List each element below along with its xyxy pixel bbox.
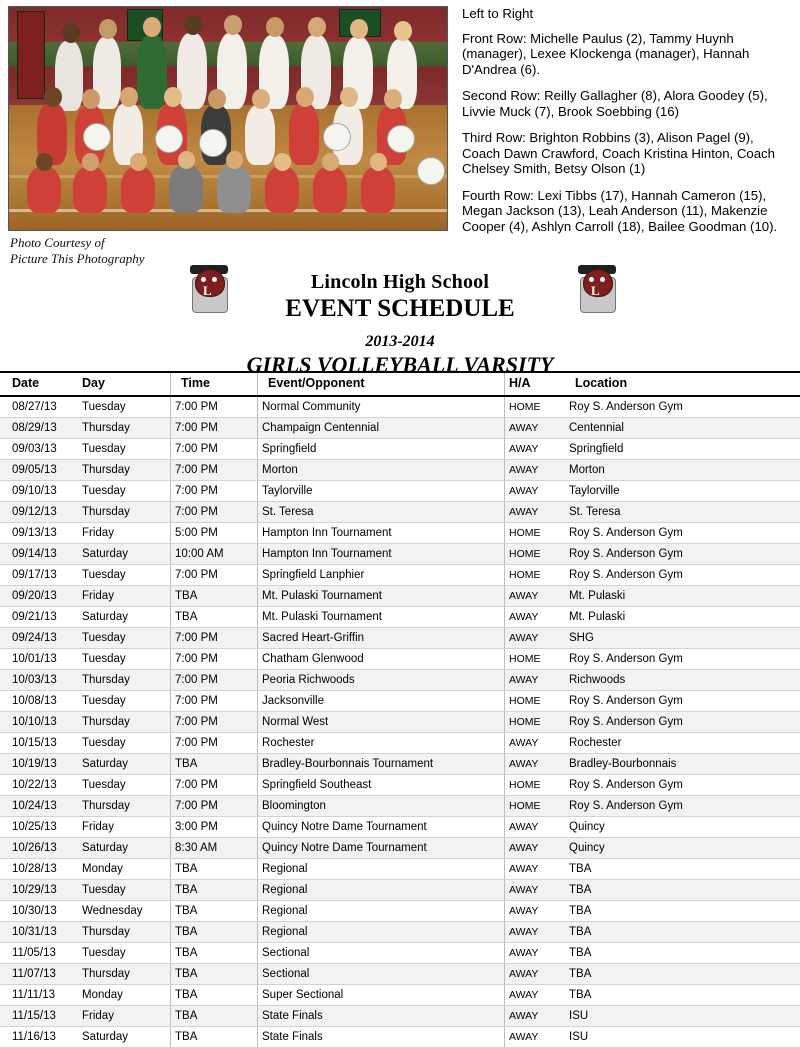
volleyball: [417, 157, 445, 185]
cell-location: TBA: [565, 922, 800, 943]
table-row: [0, 880, 800, 901]
cell-day: Friday: [78, 586, 171, 607]
cell-time: 7:00 PM: [171, 628, 258, 649]
cell-day: Tuesday: [78, 943, 171, 964]
cell-event: Regional: [258, 880, 505, 901]
mascot-icon-right: [574, 265, 620, 317]
photo-column: [8, 6, 456, 267]
cell-date: 10/26/13: [0, 838, 78, 859]
cell-location: Roy S. Anderson Gym: [565, 712, 800, 733]
cell-day: Thursday: [78, 670, 171, 691]
title-center: [0, 269, 800, 378]
volleyball: [199, 129, 227, 157]
cell-ha: AWAY: [505, 439, 566, 460]
cell-event: Quincy Notre Dame Tournament: [258, 817, 505, 838]
cell-day: Tuesday: [78, 439, 171, 460]
cell-day: Tuesday: [78, 880, 171, 901]
table-row: [0, 586, 800, 607]
cell-day: Friday: [78, 817, 171, 838]
cell-event: State Finals: [258, 1027, 505, 1048]
cell-event: Jacksonville: [258, 691, 505, 712]
cell-date: 09/14/13: [0, 544, 78, 565]
cell-time: 8:30 AM: [171, 838, 258, 859]
player-head: [350, 19, 368, 39]
cell-date: 10/10/13: [0, 712, 78, 733]
cell-date: 10/01/13: [0, 649, 78, 670]
header-section: [0, 0, 800, 267]
cell-location: Taylorville: [565, 481, 800, 502]
cell-time: 7:00 PM: [171, 796, 258, 817]
volleyball: [387, 125, 415, 153]
cell-day: Saturday: [78, 838, 171, 859]
player-head: [370, 153, 387, 171]
cell-location: Bradley-Bourbonnais: [565, 754, 800, 775]
cell-day: Tuesday: [78, 396, 171, 418]
cell-time: 7:00 PM: [171, 418, 258, 439]
cell-date: 10/19/13: [0, 754, 78, 775]
table-row: [0, 733, 800, 754]
player-head: [226, 151, 243, 169]
table-row: [0, 901, 800, 922]
cell-location: SHG: [565, 628, 800, 649]
sport-label: GIRLS VOLLEYBALL VARSITY: [246, 352, 554, 377]
player-head: [164, 87, 182, 107]
school-name: Lincoln High School: [310, 271, 490, 293]
cell-location: TBA: [565, 985, 800, 1006]
table-row: [0, 481, 800, 502]
cell-date: 09/17/13: [0, 565, 78, 586]
table-row: [0, 523, 800, 544]
cell-ha: HOME: [505, 796, 566, 817]
cell-day: Thursday: [78, 418, 171, 439]
cell-location: Mt. Pulaski: [565, 607, 800, 628]
cell-date: 09/03/13: [0, 439, 78, 460]
cell-time: 7:00 PM: [171, 481, 258, 502]
cell-date: 10/29/13: [0, 880, 78, 901]
cell-location: Morton: [565, 460, 800, 481]
cell-event: St. Teresa: [258, 502, 505, 523]
player-head: [274, 153, 291, 171]
cell-date: 10/28/13: [0, 859, 78, 880]
photo-credit: [10, 235, 456, 267]
column-header-date: Date: [0, 372, 78, 396]
cell-location: Mt. Pulaski: [565, 586, 800, 607]
cell-ha: AWAY: [505, 922, 566, 943]
volleyball: [155, 125, 183, 153]
cell-day: Tuesday: [78, 733, 171, 754]
cell-ha: AWAY: [505, 859, 566, 880]
cell-event: Sectional: [258, 964, 505, 985]
cell-ha: AWAY: [505, 502, 566, 523]
cell-location: TBA: [565, 943, 800, 964]
cell-time: 7:00 PM: [171, 565, 258, 586]
table-row: [0, 964, 800, 985]
player-head: [36, 153, 53, 171]
cell-date: 10/31/13: [0, 922, 78, 943]
player-head: [384, 89, 402, 109]
cell-ha: AWAY: [505, 1027, 566, 1048]
cell-time: 7:00 PM: [171, 733, 258, 754]
table-row: [0, 502, 800, 523]
cell-event: Springfield Lanphier: [258, 565, 505, 586]
cell-day: Thursday: [78, 712, 171, 733]
roster-intro: Left to Right: [462, 6, 534, 21]
cell-time: TBA: [171, 859, 258, 880]
player-head: [82, 153, 99, 171]
table-row: [0, 544, 800, 565]
cell-day: Thursday: [78, 796, 171, 817]
cell-time: TBA: [171, 754, 258, 775]
cell-ha: AWAY: [505, 418, 566, 439]
cell-location: Roy S. Anderson Gym: [565, 649, 800, 670]
player-figure: [169, 165, 203, 213]
cell-time: TBA: [171, 964, 258, 985]
cell-event: Springfield: [258, 439, 505, 460]
cell-day: Thursday: [78, 460, 171, 481]
player-head: [143, 17, 161, 37]
cell-day: Tuesday: [78, 481, 171, 502]
cell-time: 5:00 PM: [171, 523, 258, 544]
cell-ha: HOME: [505, 691, 566, 712]
cell-event: Peoria Richwoods: [258, 670, 505, 691]
gym-banner: [17, 11, 45, 99]
cell-time: TBA: [171, 607, 258, 628]
player-head: [62, 23, 80, 43]
cell-ha: HOME: [505, 544, 566, 565]
column-header-event: Event/Opponent: [258, 372, 505, 396]
table-row: [0, 628, 800, 649]
cell-date: 09/12/13: [0, 502, 78, 523]
cell-time: TBA: [171, 985, 258, 1006]
cell-event: Mt. Pulaski Tournament: [258, 607, 505, 628]
cell-ha: AWAY: [505, 964, 566, 985]
cell-ha: AWAY: [505, 670, 566, 691]
cell-date: 09/20/13: [0, 586, 78, 607]
table-row: [0, 775, 800, 796]
cell-event: Taylorville: [258, 481, 505, 502]
roster-third-row: Third Row: Brighton Robbins (3), Alison Pagel (9), Coach Dawn Crawford, Coach Kristina Hinton, Coach Chelsey Smith, Betsy Olson (1): [462, 130, 775, 176]
cell-day: Tuesday: [78, 649, 171, 670]
cell-date: 11/15/13: [0, 1006, 78, 1027]
player-figure: [217, 165, 251, 213]
cell-time: TBA: [171, 1006, 258, 1027]
cell-date: 11/16/13: [0, 1027, 78, 1048]
cell-event: Champaign Centennial: [258, 418, 505, 439]
cell-event: Morton: [258, 460, 505, 481]
roster-text: [456, 6, 796, 267]
cell-time: TBA: [171, 1027, 258, 1048]
season-label: 2013-2014: [365, 333, 435, 350]
cell-ha: HOME: [505, 565, 566, 586]
cell-ha: AWAY: [505, 901, 566, 922]
cell-event: Sacred Heart-Griffin: [258, 628, 505, 649]
cell-time: TBA: [171, 880, 258, 901]
player-head: [296, 87, 314, 107]
player-head: [178, 151, 195, 169]
photo-credit-line1: Photo Courtesy of: [10, 235, 105, 250]
cell-date: 10/03/13: [0, 670, 78, 691]
cell-ha: AWAY: [505, 481, 566, 502]
table-row: [0, 1006, 800, 1027]
player-figure: [121, 167, 155, 213]
table-row: [0, 838, 800, 859]
cell-location: Quincy: [565, 817, 800, 838]
cell-location: ISU: [565, 1027, 800, 1048]
cell-ha: AWAY: [505, 754, 566, 775]
cell-event: Super Sectional: [258, 985, 505, 1006]
cell-event: Sectional: [258, 943, 505, 964]
column-header-location: Location: [565, 372, 800, 396]
cell-day: Thursday: [78, 502, 171, 523]
mascot-icon-left: [186, 265, 232, 317]
cell-ha: AWAY: [505, 838, 566, 859]
cell-ha: AWAY: [505, 817, 566, 838]
mascot-letter-right: L: [591, 283, 600, 298]
table-row: [0, 396, 800, 418]
cell-day: Saturday: [78, 754, 171, 775]
cell-event: Hampton Inn Tournament: [258, 523, 505, 544]
cell-event: Regional: [258, 859, 505, 880]
volleyball: [323, 123, 351, 151]
cell-date: 10/24/13: [0, 796, 78, 817]
cell-day: Tuesday: [78, 691, 171, 712]
cell-location: TBA: [565, 859, 800, 880]
table-row: [0, 460, 800, 481]
cell-day: Tuesday: [78, 775, 171, 796]
cell-date: 08/27/13: [0, 396, 78, 418]
cell-time: TBA: [171, 943, 258, 964]
cell-date: 11/05/13: [0, 943, 78, 964]
cell-event: Springfield Southeast: [258, 775, 505, 796]
player-head: [99, 19, 117, 39]
table-row: [0, 943, 800, 964]
player-figure: [27, 167, 61, 213]
player-figure: [245, 105, 275, 165]
table-row: [0, 439, 800, 460]
cell-date: 10/25/13: [0, 817, 78, 838]
cell-date: 09/13/13: [0, 523, 78, 544]
cell-location: ISU: [565, 1006, 800, 1027]
table-row: [0, 670, 800, 691]
cell-date: 10/15/13: [0, 733, 78, 754]
cell-event: Normal West: [258, 712, 505, 733]
player-head: [44, 87, 62, 107]
cell-ha: AWAY: [505, 460, 566, 481]
title-block: [0, 269, 800, 377]
cell-date: 10/08/13: [0, 691, 78, 712]
player-figure: [137, 35, 167, 109]
cell-time: 7:00 PM: [171, 439, 258, 460]
cell-ha: AWAY: [505, 628, 566, 649]
table-row: [0, 418, 800, 439]
table-row: [0, 796, 800, 817]
table-row: [0, 817, 800, 838]
cell-event: Regional: [258, 901, 505, 922]
cell-day: Friday: [78, 1006, 171, 1027]
table-row: [0, 754, 800, 775]
cell-event: State Finals: [258, 1006, 505, 1027]
column-header-day: Day: [78, 372, 171, 396]
cell-location: Richwoods: [565, 670, 800, 691]
cell-date: 08/29/13: [0, 418, 78, 439]
cell-time: 7:00 PM: [171, 670, 258, 691]
cell-time: 3:00 PM: [171, 817, 258, 838]
cell-event: Hampton Inn Tournament: [258, 544, 505, 565]
cell-location: Rochester: [565, 733, 800, 754]
cell-event: Bradley-Bourbonnais Tournament: [258, 754, 505, 775]
player-head: [308, 17, 326, 37]
cell-location: Roy S. Anderson Gym: [565, 691, 800, 712]
cell-date: 10/22/13: [0, 775, 78, 796]
cell-ha: AWAY: [505, 586, 566, 607]
player-head: [266, 17, 284, 37]
cell-day: Wednesday: [78, 901, 171, 922]
cell-time: TBA: [171, 922, 258, 943]
table-row: [0, 565, 800, 586]
table-row: [0, 859, 800, 880]
cell-event: Normal Community: [258, 396, 505, 418]
team-photo: [8, 6, 448, 231]
cell-ha: AWAY: [505, 943, 566, 964]
cell-ha: HOME: [505, 396, 566, 418]
roster-front-row: Front Row: Michelle Paulus (2), Tammy Huynh (manager), Lexee Klockenga (manager), Hannah D'Andrea (6).: [462, 30, 750, 77]
table-row: [0, 1027, 800, 1048]
event-schedule-title: EVENT SCHEDULE: [285, 295, 515, 322]
cell-time: 7:00 PM: [171, 691, 258, 712]
cell-date: 11/07/13: [0, 964, 78, 985]
cell-day: Tuesday: [78, 565, 171, 586]
cell-location: St. Teresa: [565, 502, 800, 523]
cell-day: Thursday: [78, 964, 171, 985]
player-figure: [313, 167, 347, 213]
cell-day: Monday: [78, 985, 171, 1006]
photo-credit-line2: Picture This Photography: [10, 251, 145, 266]
cell-location: TBA: [565, 964, 800, 985]
cell-time: 7:00 PM: [171, 649, 258, 670]
table-body: [0, 396, 800, 1048]
player-figure: [73, 167, 107, 213]
cell-location: Roy S. Anderson Gym: [565, 796, 800, 817]
cell-event: Chatham Glenwood: [258, 649, 505, 670]
cell-event: Bloomington: [258, 796, 505, 817]
player-head: [184, 15, 202, 35]
roster-second-row: Second Row: Reilly Gallagher (8), Alora Goodey (5), Livvie Muck (7), Brook Soebbing (16): [462, 88, 768, 119]
player-head: [340, 87, 358, 107]
cell-location: Centennial: [565, 418, 800, 439]
player-head: [322, 153, 339, 171]
table-row: [0, 649, 800, 670]
player-head: [130, 153, 147, 171]
cell-location: Springfield: [565, 439, 800, 460]
cell-location: Roy S. Anderson Gym: [565, 565, 800, 586]
cell-ha: HOME: [505, 775, 566, 796]
cell-date: 09/10/13: [0, 481, 78, 502]
roster-fourth-row: Fourth Row: Lexi Tibbs (17), Hannah Cameron (15), Megan Jackson (13), Leah Anderson (11), Makenzie Cooper (4), Ashlyn Carroll (18), Bailee Goodman (10).: [462, 187, 778, 234]
table-row: [0, 985, 800, 1006]
cell-event: Regional: [258, 922, 505, 943]
player-head: [252, 89, 270, 109]
player-figure: [361, 167, 395, 213]
player-head: [224, 15, 242, 35]
cell-day: Thursday: [78, 922, 171, 943]
cell-time: TBA: [171, 901, 258, 922]
cell-day: Saturday: [78, 607, 171, 628]
cell-day: Friday: [78, 523, 171, 544]
table-row: [0, 712, 800, 733]
cell-date: 09/24/13: [0, 628, 78, 649]
cell-day: Tuesday: [78, 628, 171, 649]
cell-time: 7:00 PM: [171, 502, 258, 523]
cell-location: Roy S. Anderson Gym: [565, 775, 800, 796]
player-head: [120, 87, 138, 107]
cell-event: Quincy Notre Dame Tournament: [258, 838, 505, 859]
cell-location: Roy S. Anderson Gym: [565, 544, 800, 565]
cell-ha: HOME: [505, 649, 566, 670]
cell-time: TBA: [171, 586, 258, 607]
volleyball: [83, 123, 111, 151]
cell-ha: AWAY: [505, 985, 566, 1006]
player-figure: [265, 167, 299, 213]
cell-day: Saturday: [78, 544, 171, 565]
cell-time: 7:00 PM: [171, 396, 258, 418]
cell-time: 7:00 PM: [171, 460, 258, 481]
player-figure: [289, 103, 319, 165]
cell-ha: AWAY: [505, 607, 566, 628]
cell-event: Mt. Pulaski Tournament: [258, 586, 505, 607]
column-header-ha: H/A: [505, 372, 566, 396]
cell-event: Rochester: [258, 733, 505, 754]
cell-time: 10:00 AM: [171, 544, 258, 565]
cell-location: TBA: [565, 901, 800, 922]
cell-date: 10/30/13: [0, 901, 78, 922]
cell-day: Saturday: [78, 1027, 171, 1048]
cell-ha: AWAY: [505, 733, 566, 754]
player-head: [82, 89, 100, 109]
table-row: [0, 607, 800, 628]
cell-time: 7:00 PM: [171, 775, 258, 796]
cell-ha: AWAY: [505, 880, 566, 901]
cell-ha: HOME: [505, 523, 566, 544]
player-head: [208, 89, 226, 109]
column-header-time: Time: [171, 372, 258, 396]
player-head: [394, 21, 412, 41]
cell-date: 11/11/13: [0, 985, 78, 1006]
cell-ha: HOME: [505, 712, 566, 733]
mascot-letter-left: L: [203, 283, 212, 298]
cell-day: Monday: [78, 859, 171, 880]
cell-location: Quincy: [565, 838, 800, 859]
schedule-table: [0, 371, 800, 1048]
cell-ha: AWAY: [505, 1006, 566, 1027]
table-row: [0, 922, 800, 943]
cell-date: 09/21/13: [0, 607, 78, 628]
cell-time: 7:00 PM: [171, 712, 258, 733]
cell-location: TBA: [565, 880, 800, 901]
cell-location: Roy S. Anderson Gym: [565, 523, 800, 544]
cell-date: 09/05/13: [0, 460, 78, 481]
cell-location: Roy S. Anderson Gym: [565, 396, 800, 418]
table-row: [0, 691, 800, 712]
